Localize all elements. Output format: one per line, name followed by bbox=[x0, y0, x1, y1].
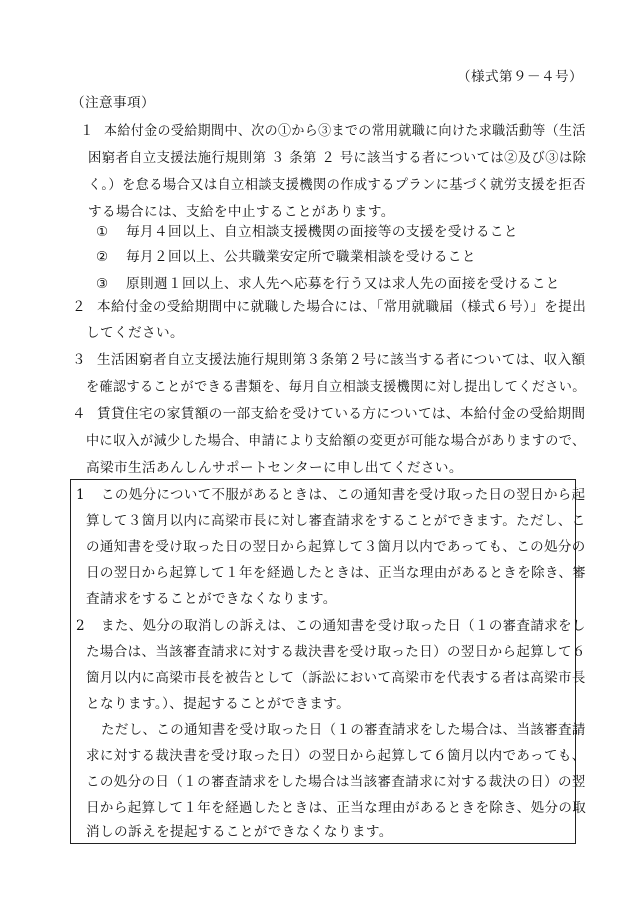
note-3-line-1: 生活困窮者自立支援法施行規則第３条第２号に該当する者については、収入額 bbox=[97, 352, 586, 368]
appeal-1-line-5: 査請求をすることができなくなります。 bbox=[86, 591, 337, 607]
activity-item-3-mark: ③ bbox=[96, 276, 109, 292]
note-1-line-3: く。）を怠る場合又は自立相談支援機関の作成するプランに基づく就労支援を拒否 bbox=[88, 177, 586, 193]
note-4-number: ４ bbox=[72, 406, 86, 422]
appeal-1-line-3: の通知書を受け取った日の翌日から起算して３箇月以内であっても、この処分の bbox=[86, 539, 586, 555]
appeal-2-line-9: 消しの訴えを提起することができなくなります。 bbox=[86, 824, 393, 840]
activity-item-1-mark: ① bbox=[96, 224, 109, 240]
appeal-1-number: 1 bbox=[76, 487, 86, 503]
note-2-line-2: してください。 bbox=[86, 325, 184, 341]
appeal-1-line-2: 算して３箇月以内に高梁市長に対し審査請求をすることができます。ただし、こ bbox=[86, 513, 586, 529]
appeal-2-line-1: また、処分の取消しの訴えは、この通知書を受け取った日（１の審査請求をし bbox=[101, 618, 586, 634]
note-4-line-2: 中に収入が減少した場合、申請により支給額の変更が可能な場合がありますので、 bbox=[86, 433, 586, 449]
appeal-2-line-8: 日から起算して１年を経過したときは、正当な理由があるときを除き、処分の取 bbox=[86, 800, 587, 816]
note-1-line-4: する場合には、支給を中止することがあります。 bbox=[88, 204, 395, 220]
note-1-line-1: 本給付金の受給期間中、次の①から③までの常用就職に向けた求職活動等（生活 bbox=[104, 123, 586, 139]
appeal-2-line-6: 求に対する裁決書を受け取った日）の翌日から起算して６箇月以内であっても、 bbox=[86, 748, 586, 764]
note-2-line-1: 本給付金の受給期間中に就職した場合には、「常用就職届（様式６号）」を提出 bbox=[97, 299, 587, 315]
form-number: （様式第９－４号） bbox=[457, 69, 583, 85]
activity-item-1: 毎月４回以上、自立相談支援機関の面接等の支援を受けること bbox=[126, 224, 518, 240]
note-4-line-3: 高梁市生活あんしんサポートセンターに申し出てください。 bbox=[86, 460, 463, 476]
appeal-2-line-4: となります。）、提起することができます。 bbox=[86, 696, 351, 712]
appeal-2-number: 2 bbox=[76, 618, 86, 634]
note-2-number: ２ bbox=[72, 299, 86, 315]
note-3-line-2: を確認することができる書類を、毎月自立相談支援機関に対し提出してください。 bbox=[86, 379, 586, 395]
note-1-number: １ bbox=[80, 123, 94, 139]
note-3-number: ３ bbox=[72, 352, 86, 368]
appeal-2-line-3: 箇月以内に高梁市長を被告として（訴訟において高梁市を代表する者は高梁市長 bbox=[86, 670, 586, 686]
appeal-1-line-4: 日の翌日から起算して１年を経過したときは、正当な理由があるときを除き、審 bbox=[86, 565, 587, 581]
appeal-2-line-5: ただし、この通知書を受け取った日（１の審査請求をした場合は、当該審査請 bbox=[101, 722, 586, 738]
activity-item-2: 毎月２回以上、公共職業安定所で職業相談を受けること bbox=[126, 249, 476, 265]
notes-heading: （注意事項） bbox=[71, 95, 155, 111]
activity-item-3: 原則週１回以上、求人先へ応募を行う又は求人先の面接を受けること bbox=[126, 276, 560, 292]
activity-item-2-mark: ② bbox=[96, 249, 109, 265]
note-1-line-2: 困窮者自立支援法施行規則第 ３ 条第 ２ 号に該当する者については②及び③は除 bbox=[88, 150, 587, 166]
note-4-line-1: 賃貸住宅の家賃額の一部支給を受けている方については、本給付金の受給期間 bbox=[97, 406, 586, 422]
appeal-2-line-7: この処分の日（１の審査請求をした場合は当該審査請求に対する裁決の日）の翌 bbox=[86, 774, 586, 790]
appeal-2-line-2: た場合は、当該審査請求に対する裁決書を受け取った日）の翌日から起算して６ bbox=[86, 644, 586, 660]
appeal-1-line-1: この処分について不服があるときは、この通知書を受け取った日の翌日から起 bbox=[101, 487, 586, 503]
